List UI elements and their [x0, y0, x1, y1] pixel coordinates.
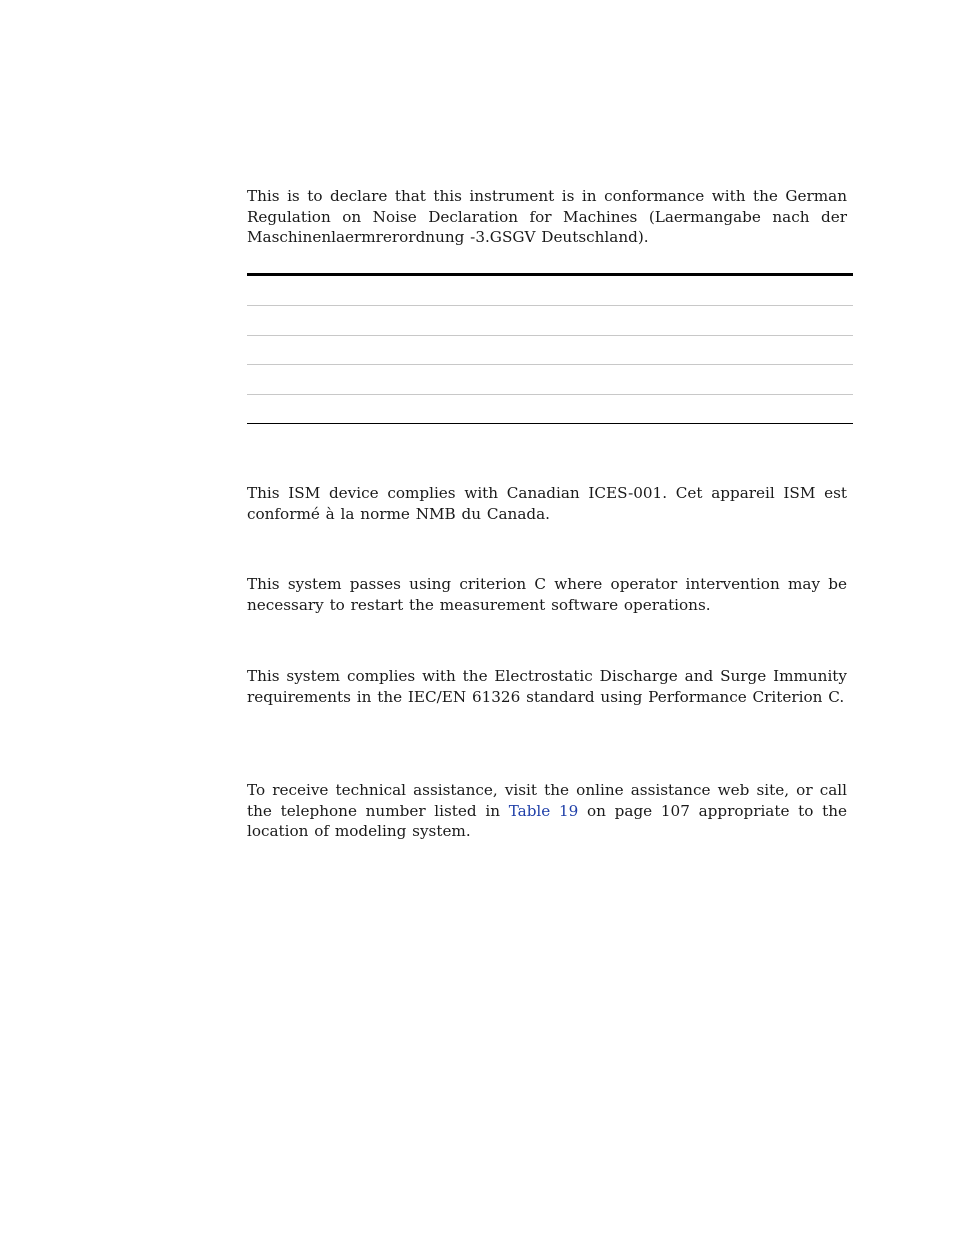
- technical-assistance-paragraph: [247, 780, 847, 842]
- criterion-c-paragraph: This system passes using criterion C where operator intervention may be necessary to restart the measurement software operations.: [247, 575, 847, 614]
- table-bottom-rule: [247, 423, 853, 424]
- table-row-divider: [247, 305, 853, 306]
- noise-declaration-paragraph: This is to declare that this instrument is in conformance with the German Regulation on Noise Declaration for Machines (Laermangabe nach der Maschinenlaermrerordnung -3.GSGV Deutschland).: [247, 187, 847, 246]
- assistance-text-before: To receive technical assistance, visit the online assistance web site, or call the telephone number listed in: [247, 781, 847, 820]
- assistance-text-after: on page 107 appropriate to the location of modeling system.: [247, 801, 847, 840]
- canada-ism-paragraph: This ISM device complies with Canadian ICES-001. Cet appareil ISM est conformé à la norme NMB du Canada.: [247, 484, 847, 523]
- table-top-rule: [247, 273, 853, 276]
- noise-declaration-table: [247, 273, 853, 425]
- table-row-divider: [247, 394, 853, 395]
- esd-surge-paragraph: This system complies with the Electrostatic Discharge and Surge Immunity requirements in the IEC/EN 61326 standard using Performance Criterion C.: [247, 667, 847, 706]
- table-19-link[interactable]: Table 19: [508, 801, 579, 820]
- table-row-divider: [247, 364, 853, 365]
- table-row-divider: [247, 335, 853, 336]
